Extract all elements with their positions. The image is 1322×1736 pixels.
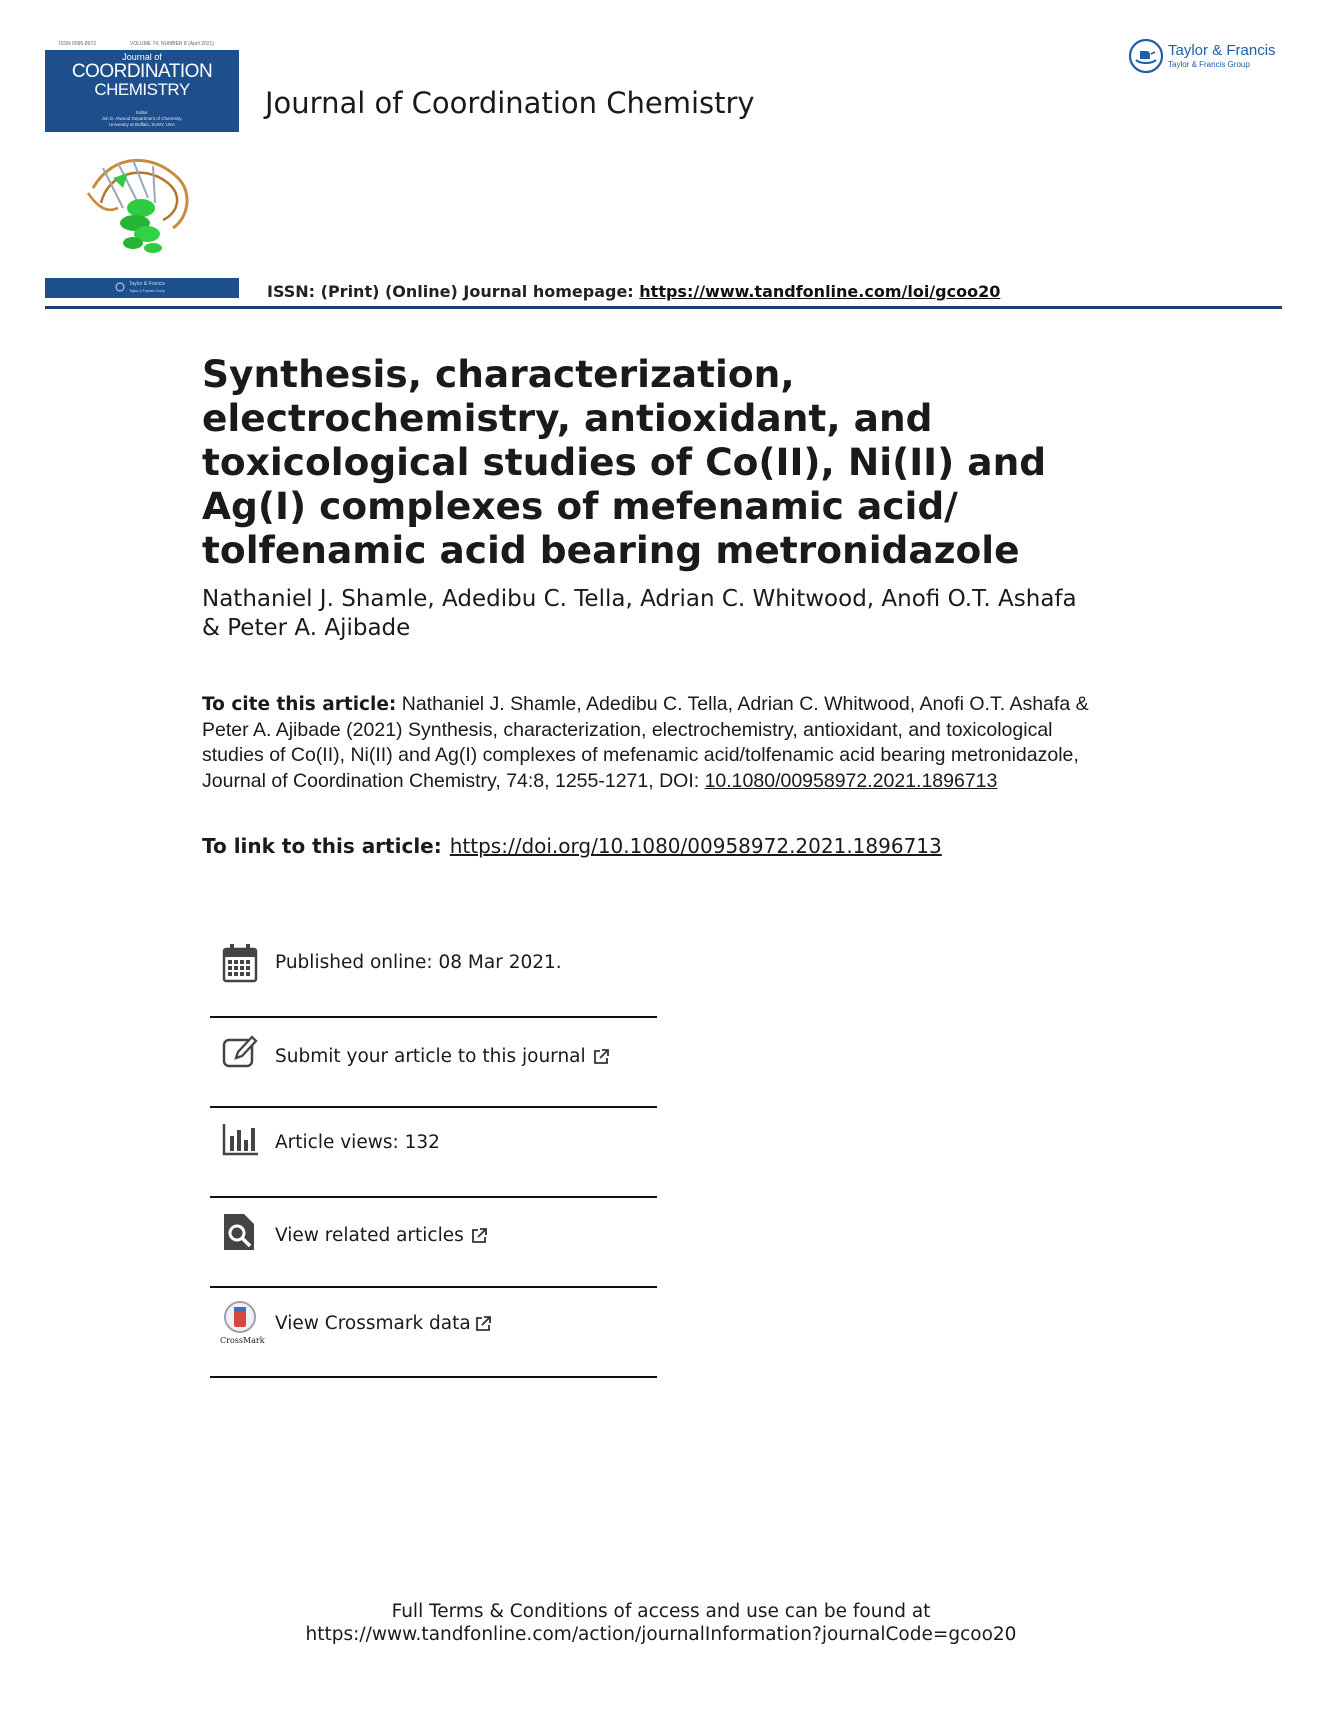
cover-title-line2: CHEMISTRY (94, 80, 190, 99)
header-divider (45, 306, 1282, 309)
cover-publisher-sub: Taylor & Francis Group (129, 289, 165, 293)
published-row (210, 940, 657, 986)
taylor-francis-logo[interactable] (1128, 38, 1288, 76)
crossmark-label: CrossMark (220, 1336, 265, 1345)
article-authors (202, 585, 1162, 643)
crossmark-row[interactable] (210, 1300, 657, 1350)
authors-line-2: & Peter A. Ajibade (202, 615, 411, 641)
citation-text: Nathaniel J. Shamle, Adedibu C. Tella, Adrian C. Whitwood, Anofi O.T. Ashafa & Peter A. Ajibade (2021) Synthesis, characterization, electrochemistry, antioxidant, and toxicological studies of Co(II), Ni(II) and Ag(I) complexes of mefenamic acid/tolfenamic acid bearing metronidazole, Journal of Coordination Chemistry, 74:8, 1255-1271, DOI: (202, 693, 1089, 792)
crossmark-link[interactable] (275, 1313, 492, 1334)
citation-doi-link[interactable]: 10.1080/00958972.2021.1896713 (704, 769, 998, 792)
info-divider (210, 1376, 657, 1378)
submit-article-row[interactable] (210, 1030, 657, 1080)
article-link-line (202, 834, 942, 858)
cover-title-band (45, 50, 239, 106)
external-link-icon (592, 1048, 610, 1066)
journal-cover-thumbnail (45, 40, 239, 298)
related-articles-label: View related articles (275, 1225, 464, 1246)
edit-icon (222, 1032, 258, 1072)
external-link-icon (474, 1315, 492, 1333)
citation-label: To cite this article: (202, 694, 397, 715)
bar-chart-icon (222, 1122, 258, 1162)
terms-footer-url[interactable]: https://www.tandfonline.com/action/journalInformation?journalCode=gcoo20 (305, 1624, 1017, 1645)
external-link-icon (470, 1227, 488, 1245)
cover-volume: VOLUME 74, NUMBER 8 (April 2021) (130, 41, 214, 47)
cover-editor-band (45, 106, 239, 132)
cover-journal-of: Journal of (122, 52, 162, 62)
info-divider (210, 1196, 657, 1198)
journal-title: Journal of Coordination Chemistry (265, 86, 755, 120)
cover-issn-line (45, 40, 239, 50)
article-title: Synthesis, characterization, electrochemistry, antioxidant, and toxicological studies of Co(II), Ni(II) and Ag(I) complexes of mefenamic acid/ tolfenamic acid bearing metronidazole (202, 352, 1047, 572)
taylor-francis-name: Taylor & Francis (1168, 42, 1276, 59)
terms-footer-line1: Full Terms & Conditions of access and use can be found at (391, 1601, 931, 1622)
terms-footer (0, 1600, 1322, 1646)
molecule-illustration (83, 148, 203, 258)
article-views-count: Article views: 132 (275, 1132, 440, 1153)
related-articles-row[interactable] (210, 1208, 657, 1256)
authors-line-1: Nathaniel J. Shamle, Adedibu C. Tella, Adrian C. Whitwood, Anofi O.T. Ashafa (202, 586, 1077, 612)
cover-publisher-band (45, 278, 239, 298)
cover-tf-icon (115, 282, 125, 292)
submit-article-link[interactable] (275, 1046, 610, 1067)
cover-editor-affil: University at Buffalo, SUNY, USA (108, 122, 176, 127)
calendar-icon (222, 943, 258, 983)
cover-editor-label: Editor (136, 110, 148, 115)
crossmark-link-label: View Crossmark data (275, 1313, 471, 1334)
taylor-francis-group: Taylor & Francis Group (1168, 60, 1250, 69)
published-date: Published online: 08 Mar 2021. (275, 952, 562, 973)
info-divider (210, 1286, 657, 1288)
article-link-label: To link to this article: (202, 834, 442, 858)
cover-title-line1: COORDINATION (71, 61, 213, 82)
cover-editor-name: Jim D. Atwood Department of Chemistry, (101, 116, 183, 121)
info-divider (210, 1016, 657, 1018)
article-doi-link[interactable]: https://doi.org/10.1080/00958972.2021.1896713 (449, 834, 942, 858)
cover-issn: ISSN 0095-8972 (59, 41, 96, 47)
document-search-icon (222, 1212, 258, 1252)
citation-block (202, 692, 1102, 794)
issn-text: ISSN: (Print) (Online) Journal homepage: (267, 282, 640, 301)
related-articles-link[interactable] (275, 1225, 488, 1246)
cover-publisher: Taylor & Francis (129, 281, 165, 287)
submit-article-label: Submit your article to this journal (275, 1046, 586, 1067)
journal-homepage-link[interactable]: https://www.tandfonline.com/loi/gcoo20 (639, 282, 1001, 301)
issn-homepage-line (267, 282, 1000, 301)
article-views-row (210, 1118, 657, 1164)
info-divider (210, 1106, 657, 1108)
taylor-francis-emblem-icon (1128, 38, 1164, 74)
